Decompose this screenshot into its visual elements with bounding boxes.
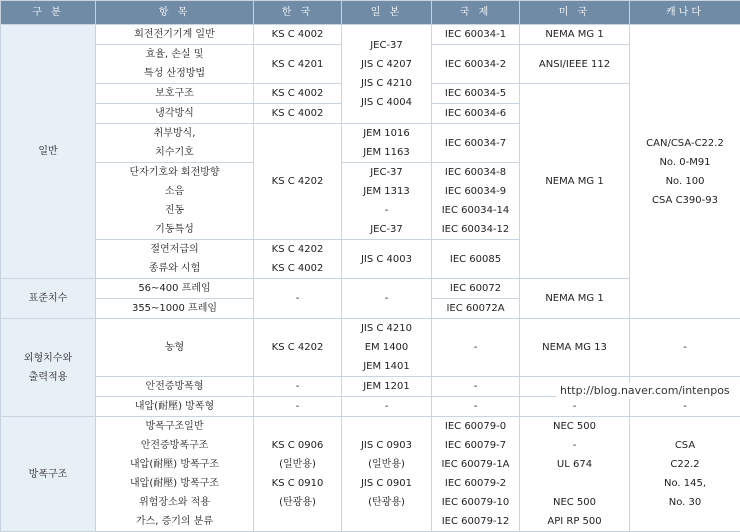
item-cell: 농형 <box>96 319 254 377</box>
header-international: 국 제 <box>432 1 520 25</box>
header-canada: 캐나다 <box>630 1 740 25</box>
japan-cell: JEC-37 JIS C 4207 JIS C 4210 JIS C 4004 <box>342 25 432 124</box>
korea-cell: KS C 4201 <box>254 45 342 84</box>
header-row <box>1 1 740 25</box>
intl-cell: IEC 60034-2 <box>432 45 520 84</box>
table-row <box>1 417 740 532</box>
usa-cell: NEC 500 - UL 674 NEC 500 API RP 500 <box>520 417 630 532</box>
usa-cell: NEMA MG 1 <box>520 84 630 279</box>
usa-cell: ANSI/IEEE 112 <box>520 45 630 84</box>
item-cell: 방폭구조일반 안전증방폭구조 내압(耐壓) 방폭구조 내압(耐壓) 방폭구조 위험장소와 적용 가스, 증기의 분류 <box>96 417 254 532</box>
intl-cell: IEC 60034-5 <box>432 84 520 104</box>
korea-cell: - <box>254 397 342 417</box>
table-row <box>1 25 740 45</box>
intl-cell: IEC 60034-8 IEC 60034-9 IEC 60034-14 IEC 60034-12 <box>432 163 520 240</box>
blog-watermark: http://blog.naver.com/intenpos <box>556 383 740 399</box>
intl-cell: - <box>432 319 520 377</box>
table-row <box>1 319 740 377</box>
item-cell: 효율, 손실 및 특성 산정방법 <box>96 45 254 84</box>
header-korea: 한 국 <box>254 1 342 25</box>
item-cell: 회전전기기계 일반 <box>96 25 254 45</box>
item-cell: 냉각방식 <box>96 104 254 124</box>
intl-cell: IEC 60034-6 <box>432 104 520 124</box>
japan-cell: JEM 1201 <box>342 377 432 397</box>
korea-cell: KS C 4002 <box>254 104 342 124</box>
header-item: 항 목 <box>96 1 254 25</box>
usa-cell: NEMA MG 1 <box>520 25 630 45</box>
intl-cell: - <box>432 397 520 417</box>
japan-cell: JIS C 4003 <box>342 240 432 279</box>
korea-cell: - <box>254 377 342 397</box>
header-japan: 일 본 <box>342 1 432 25</box>
intl-cell: IEC 60072A <box>432 299 520 319</box>
japan-cell: - <box>342 279 432 319</box>
intl-cell: - <box>432 377 520 397</box>
table-row <box>1 279 740 299</box>
korea-cell: - <box>254 279 342 319</box>
korea-cell: KS C 4202 <box>254 124 342 240</box>
intl-cell: IEC 60072 <box>432 279 520 299</box>
header-category: 구 분 <box>1 1 96 25</box>
category-explosion-proof: 방폭구조 <box>1 417 96 532</box>
category-standard-dims: 표준치수 <box>1 279 96 319</box>
category-general: 일반 <box>1 25 96 279</box>
item-cell: 취부방식, 치수기호 <box>96 124 254 163</box>
header-usa: 미 국 <box>520 1 630 25</box>
item-cell: 안전증방폭형 <box>96 377 254 397</box>
intl-cell: IEC 60034-1 <box>432 25 520 45</box>
item-cell: 내압(耐壓) 방폭형 <box>96 397 254 417</box>
intl-cell: IEC 60079-0 IEC 60079-7 IEC 60079-1A IEC 60079-2 IEC 60079-10 IEC 60079-12 <box>432 417 520 532</box>
japan-cell: JEC-37 JEM 1313 - JEC-37 <box>342 163 432 240</box>
item-cell: 355~1000 프레임 <box>96 299 254 319</box>
japan-cell: JIS C 0903 (일반용) JIS C 0901 (탄광용) <box>342 417 432 532</box>
item-cell: 보호구조 <box>96 84 254 104</box>
intl-cell: IEC 60085 <box>432 240 520 279</box>
korea-cell: KS C 0906 (일반용) KS C 0910 (탄광용) <box>254 417 342 532</box>
canada-cell: - <box>630 319 740 377</box>
japan-cell: JEM 1016 JEM 1163 <box>342 124 432 163</box>
item-cell: 56~400 프레임 <box>96 279 254 299</box>
japan-cell: JIS C 4210 EM 1400 JEM 1401 <box>342 319 432 377</box>
usa-cell: NEMA MG 13 <box>520 319 630 377</box>
table-row <box>1 397 740 417</box>
usa-cell: - <box>520 397 630 417</box>
korea-cell: KS C 4202 <box>254 319 342 377</box>
canada-cell: - <box>630 397 740 417</box>
usa-cell: NEMA MG 1 <box>520 279 630 319</box>
item-cell: 단자기호와 회전방향 소음 진동 기동특성 <box>96 163 254 240</box>
item-cell: 절연저급의 종류와 시험 <box>96 240 254 279</box>
korea-cell: KS C 4002 <box>254 25 342 45</box>
korea-cell: KS C 4002 <box>254 84 342 104</box>
intl-cell: IEC 60034-7 <box>432 124 520 163</box>
japan-cell: - <box>342 397 432 417</box>
korea-cell: KS C 4202 KS C 4002 <box>254 240 342 279</box>
canada-cell: CAN/CSA-C22.2 No. 0-M91 No. 100 CSA C390-93 <box>630 25 740 319</box>
canada-cell: CSA C22.2 No. 145, No. 30 <box>630 417 740 532</box>
category-shape-dims: 외형치수와 출력적용 <box>1 319 96 417</box>
